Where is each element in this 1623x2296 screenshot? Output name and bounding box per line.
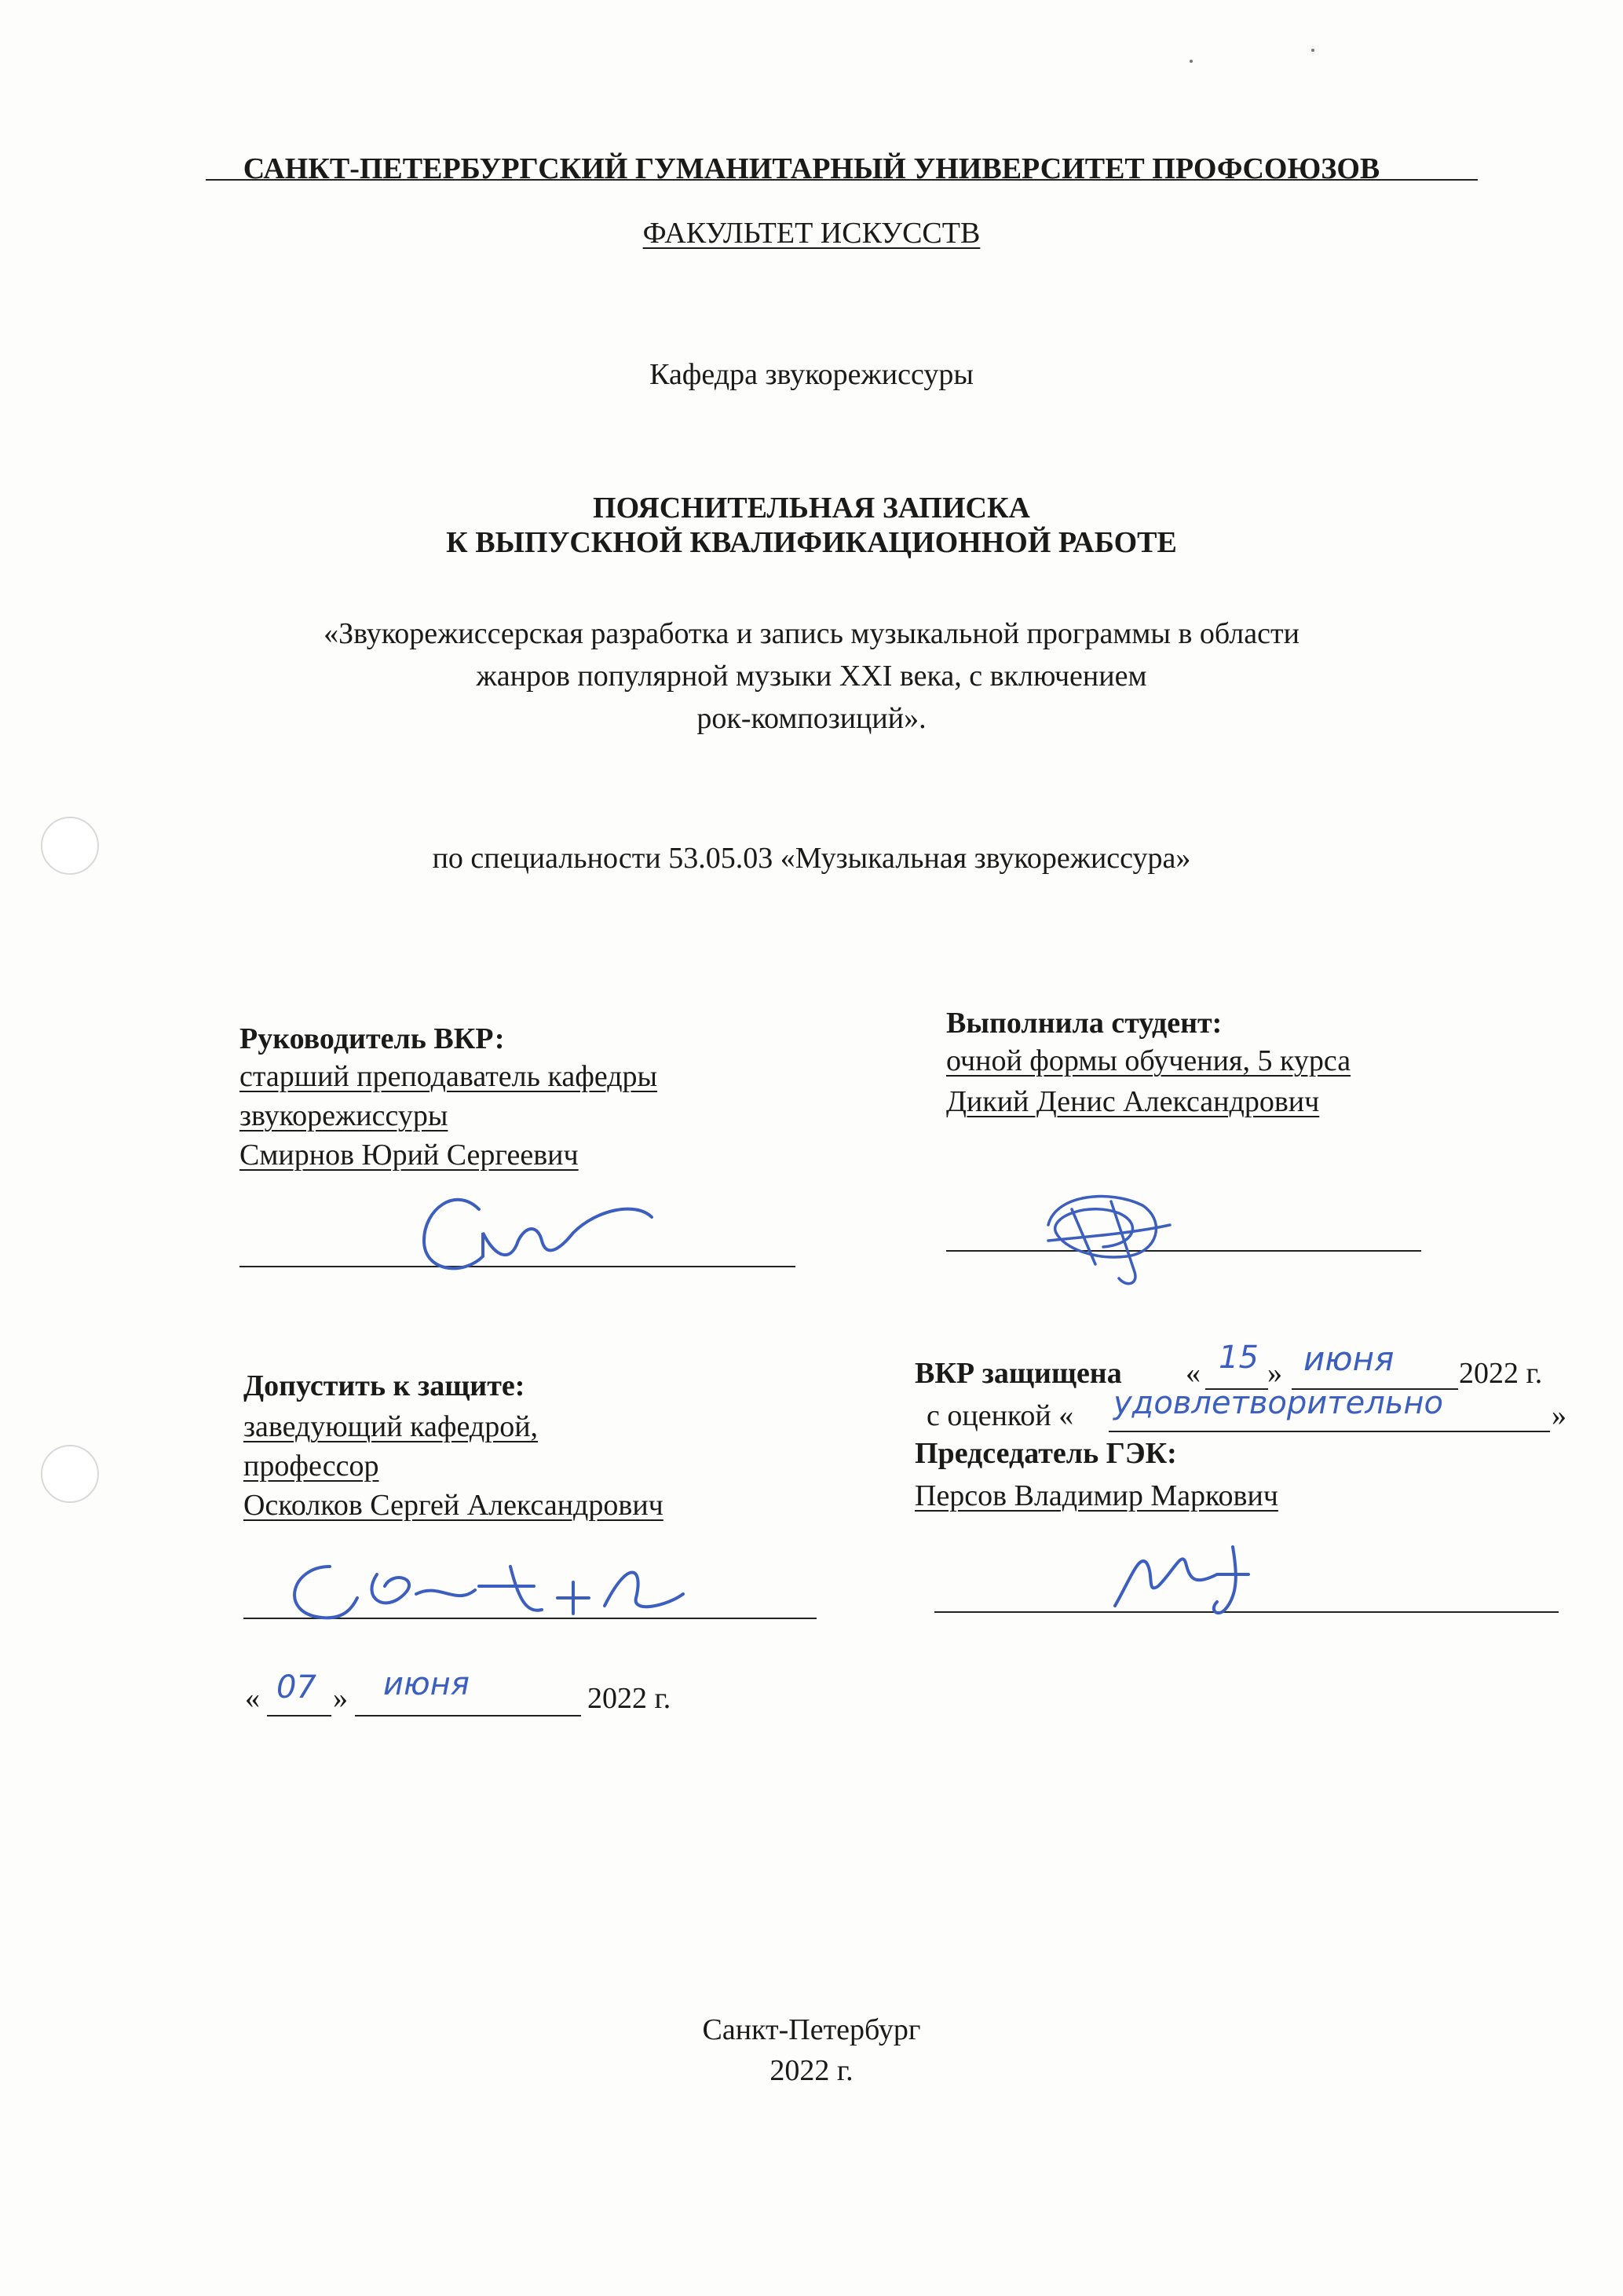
supervisor-position-line2: звукорежиссуры	[239, 1099, 448, 1132]
topic-line3: рок-композиций».	[696, 702, 927, 735]
faculty-name: ФАКУЛЬТЕТ ИСКУССТВ	[642, 217, 981, 250]
admission-date-close-quote: »	[333, 1682, 348, 1715]
defense-grade-line	[1109, 1431, 1550, 1432]
supervisor-heading: Руководитель ВКР:	[239, 1022, 505, 1055]
defense-day: 15	[1219, 1340, 1259, 1376]
admission-date-open-quote: «	[245, 1682, 260, 1715]
student-signature-line	[946, 1250, 1421, 1252]
admission-position-line1: заведующий кафедрой,	[243, 1410, 539, 1443]
topic-line1: «Звукорежиссерская разработка и запись музыкальной программы в области	[324, 617, 1299, 650]
admission-signature	[275, 1551, 715, 1637]
student-signature	[1025, 1178, 1182, 1296]
exam-chair-signature	[1099, 1531, 1303, 1625]
admission-date-month-line	[355, 1715, 581, 1717]
defense-open-quote: «	[1186, 1357, 1201, 1390]
exam-chair-heading: Председатель ГЭК:	[915, 1437, 1177, 1470]
specialty: по специальности 53.05.03 «Музыкальная звукорежиссура»	[432, 842, 1191, 875]
admission-date-day: 07	[276, 1669, 316, 1706]
defense-heading: ВКР защищена	[915, 1357, 1122, 1390]
defense-grade: удовлетворительно	[1113, 1385, 1443, 1421]
admission-date-month: июня	[383, 1666, 470, 1702]
supervisor-position-line1: старший преподаватель кафедры	[239, 1060, 658, 1093]
defense-grade-prefix: с оценкой «	[927, 1399, 1074, 1432]
defense-year: 2022 г.	[1459, 1357, 1543, 1390]
student-name: Дикий Денис Александрович	[946, 1085, 1320, 1118]
university-underline	[206, 179, 1478, 181]
admission-date-day-line	[267, 1715, 331, 1717]
exam-chair-name: Персов Владимир Маркович	[915, 1479, 1278, 1512]
student-form-line: очной формы обучения, 5 курса	[946, 1044, 1351, 1077]
supervisor-signature	[408, 1178, 660, 1288]
admission-date-year: 2022 г.	[587, 1682, 671, 1715]
supervisor-name: Смирнов Юрий Сергеевич	[239, 1139, 579, 1172]
admission-name: Осколков Сергей Александрович	[243, 1489, 663, 1522]
scan-speck	[1190, 60, 1193, 63]
footer-city: Санкт-Петербург	[702, 2013, 921, 2046]
footer-year: 2022 г.	[769, 2054, 854, 2087]
defense-grade-suffix: »	[1552, 1399, 1566, 1432]
defense-close-quote: »	[1267, 1357, 1282, 1390]
student-heading: Выполнила студент:	[946, 1007, 1223, 1040]
punch-hole-bottom	[41, 1445, 99, 1503]
department-name: Кафедра звукорежиссуры	[649, 358, 974, 391]
admission-position-line2: профессор	[243, 1450, 379, 1483]
document-title-line2: К ВЫПУСКНОЙ КВАЛИФИКАЦИОННОЙ РАБОТЕ	[446, 526, 1177, 559]
defense-month: июня	[1303, 1340, 1395, 1378]
scan-speck	[1311, 49, 1314, 52]
document-title-line1: ПОЯСНИТЕЛЬНАЯ ЗАПИСКА	[593, 492, 1030, 525]
admission-heading: Допустить к защите:	[243, 1369, 525, 1402]
university-name: САНКТ-ПЕТЕРБУРГСКИЙ ГУМАНИТАРНЫЙ УНИВЕРСИТЕТ ПРОФСОЮЗОВ	[243, 152, 1380, 185]
topic-line2: жанров популярной музыки XXI века, с включением	[476, 660, 1147, 693]
